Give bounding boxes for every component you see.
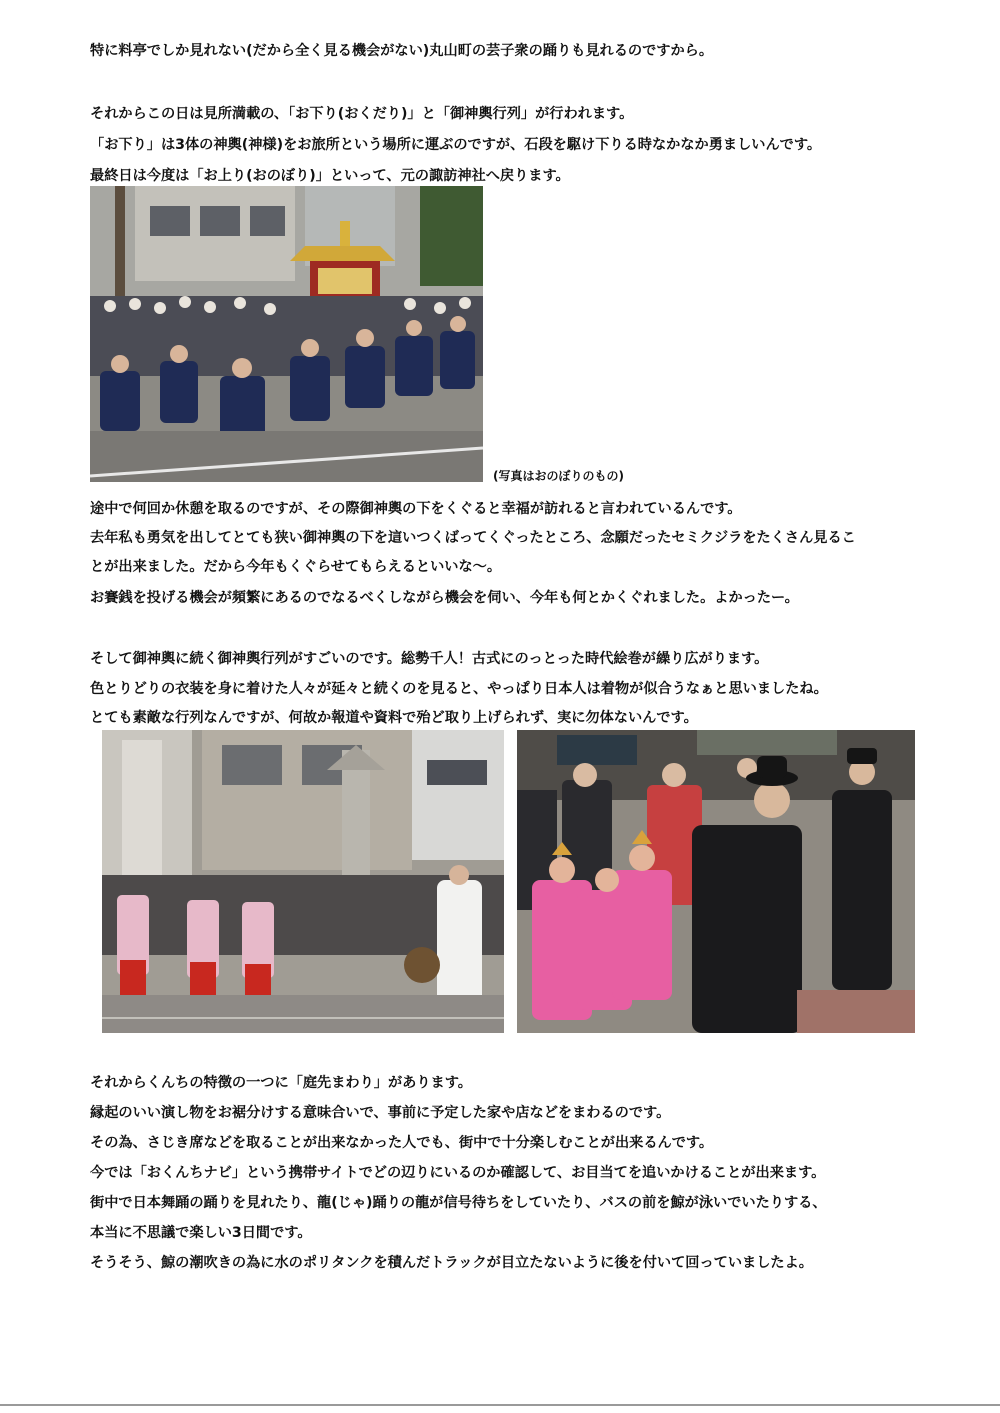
procession-photo [102,730,504,1033]
text-line: それからくんちの特徴の一つに「庭先まわり」があります。 [90,1075,472,1091]
kimono-children-photo [517,730,915,1033]
text-line: 最終日は今度は「お上り(おのぼり)」といって、元の諏訪神社へ戻ります。 [90,168,570,184]
text-line: とが出来ました。だから今年もくぐらせてもらえるといいな～。 [90,559,502,575]
text-line: 途中で何回か休憩を取るのですが、その際御神輿の下をくぐると幸福が訪れると言われているんです。 [90,501,742,517]
text-line: お賽銭を投げる機会が頻繁にあるのでなるべくしながら機会を伺い、今年も何とかくぐれました。よかったー。 [90,590,799,606]
photo-caption: (写真はおのぼりのもの) [493,469,624,483]
mikoshi-photo [90,186,483,482]
text-line: 去年私も勇気を出してとても狭い御神輿の下を這いつくばってくぐったところ、念願だったセミクジラをたくさん見るこ [90,530,856,546]
text-line: そして御神輿に続く御神輿行列がすごいのです。総勢千人！古式にのっとった時代絵巻が繰り広がります。 [90,651,769,667]
text-line: 色とりどりの衣装を身に着けた人々が延々と続くのを見ると、やっぱり日本人は着物が似合うなぁと思いましたね。 [90,681,828,697]
text-line: その為、さじき席などを取ることが出来なかった人でも、街中で十分楽しむことが出来るんです。 [90,1135,714,1151]
text-line: それからこの日は見所満載の、「お下り(おくだり)」と「御神輿行列」が行われます。 [90,106,634,122]
text-line: 今では「おくんちナビ」という携帯サイトでどの辺りにいるのか確認して、お目当てを追いかけることが出来ます。 [90,1165,826,1181]
text-line: 「お下り」は3体の神輿(神様)をお旅所という場所に運ぶのですが、石段を駆け下りる時なかなか勇ましいんです。 [90,137,822,153]
text-line: そうそう、鯨の潮吹きの為に水のポリタンクを積んだトラックが目立たないように後を付いて回っていましたよ。 [90,1255,813,1271]
text-line: 本当に不思議で楽しい3日間です。 [90,1225,312,1241]
scan-edge-line [0,1404,1000,1406]
text-line: とても素敵な行列なんですが、何故か報道や資料で殆ど取り上げられず、実に勿体ないんです。 [90,710,698,726]
text-line: 特に料亭でしか見れない(だから全く見る機会がない)丸山町の芸子衆の踊りも見れるのですから。 [90,43,714,59]
text-line: 街中で日本舞踊の踊りを見れたり、龍(じゃ)踊りの龍が信号待ちをしていたり、バスの前を鯨が泳いでいたりする、 [90,1195,827,1211]
text-line: 縁起のいい演し物をお裾分けする意味合いで、事前に予定した家や店などをまわるのです。 [90,1105,671,1121]
